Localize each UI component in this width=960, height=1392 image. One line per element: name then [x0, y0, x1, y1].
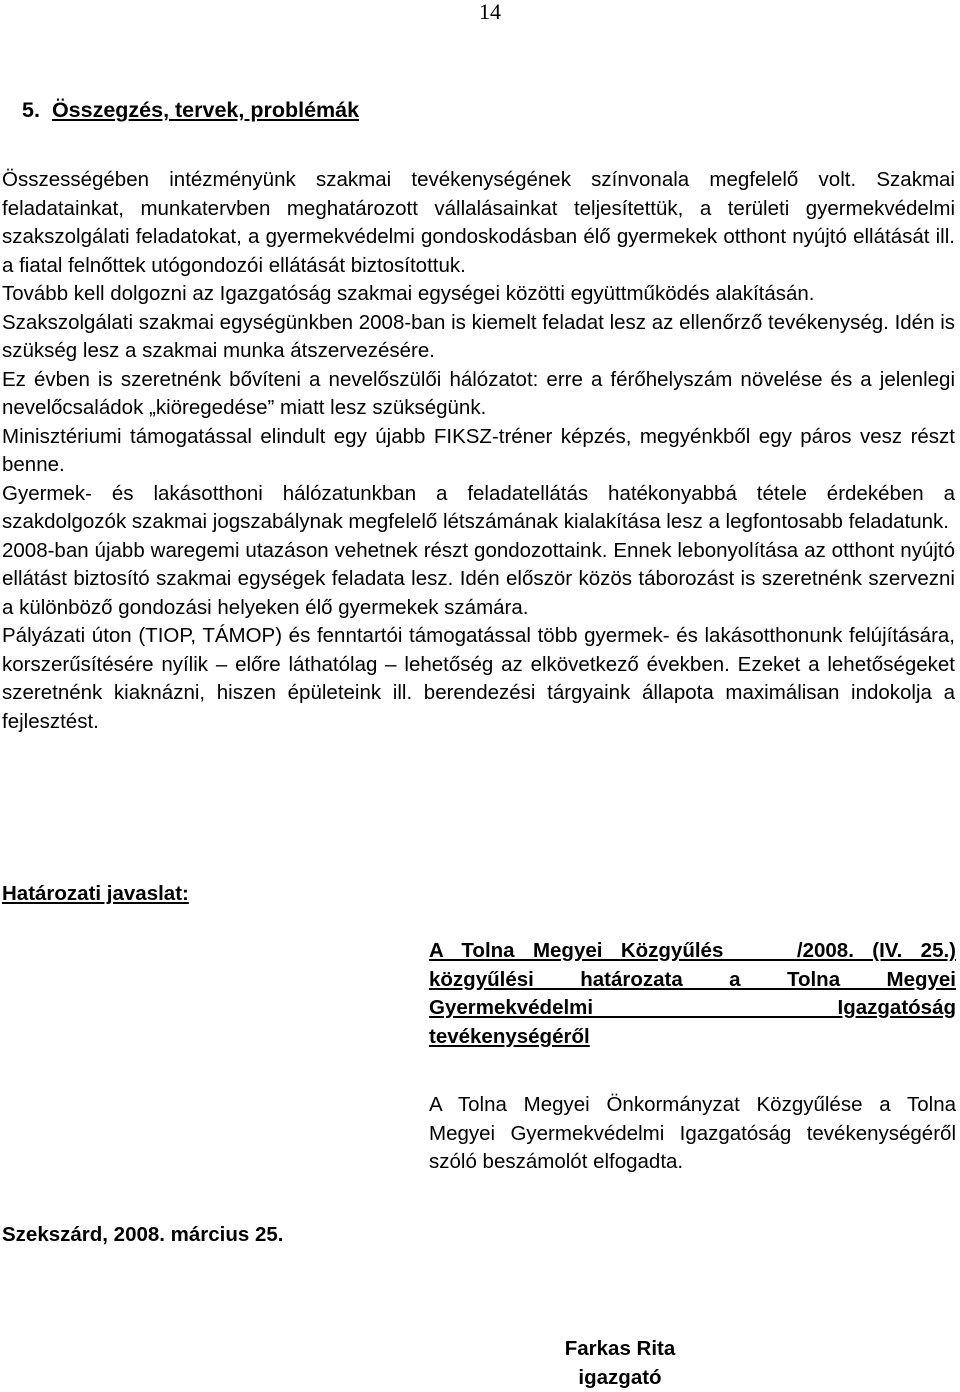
- resolution-title-line: közgyűlési határozata a Tolna Megyei: [429, 967, 956, 991]
- paragraph: Minisztériumi támogatással elindult egy újabb FIKSZ-tréner képzés, megyénkből egy páros vesz részt benne.: [2, 424, 955, 476]
- section-title: Összegzés, tervek, problémák: [51, 98, 360, 122]
- page-number: 14: [479, 0, 501, 24]
- place-date: Szekszárd, 2008. március 25.: [2, 1223, 284, 1246]
- resolution-text: A Tolna Megyei Önkormányzat Közgyűlése a Tolna Megyei Gyermekvédelmi Igazgatóság tevékenységéről szóló beszámolót elfogadta.: [429, 1093, 956, 1173]
- signature-block: [540, 1335, 700, 1392]
- resolution-block: [429, 937, 956, 1177]
- resolution-proposal-label: Határozati javaslat:: [2, 882, 189, 905]
- resolution-title-line: A Tolna Megyei Közgyűlés /2008. (IV. 25.): [429, 939, 956, 962]
- paragraph: Szakszolgálati szakmai egységünkben 2008-ban is kiemelt feladat lesz az ellenőrző tevékenység. Idén is szükség lesz a szakmai munka átszervezésére.: [2, 310, 955, 362]
- section-number: 5.: [22, 98, 40, 122]
- body-text: [2, 166, 955, 736]
- paragraph: 2008-ban újabb waregemi utazáson vehetnek részt gondozottaink. Ennek lebonyolítása az otthont nyújtó ellátást biztosító szakmai egységek feladata lesz. Idén először közös táborozást is szeretnénk szervezni a különböző gondozási helyeken élő gyermekek számára.: [2, 538, 955, 619]
- signatory-name: Farkas Rita: [564, 1337, 676, 1360]
- paragraph: Pályázati úton (TIOP, TÁMOP) és fenntartói támogatással több gyermek- és lakásotthonunk felújítására, korszerűsítésére nyílik – előre láthatólag – lehetőség az elkövetkező években. Ezeket a lehetőségeket szeretnénk kiaknázni, hiszen épületeink ill. berendezési tárgyaink állapota maximálisan indokolja a fejlesztést.: [2, 624, 955, 733]
- resolution-title: [429, 937, 956, 1051]
- paragraph: Tovább kell dolgozni az Igazgatóság szakmai egységei közötti együttműködés alakításán.: [2, 282, 815, 305]
- resolution-title-line: Gyermekvédelmi Igazgatóság: [429, 996, 956, 1019]
- section-heading: [22, 96, 359, 124]
- resolution-title-line: tevékenységéről: [429, 1024, 590, 1048]
- paragraph: Gyermek- és lakásotthoni hálózatunkban a feladatellátás hatékonyabbá tétele érdekében a szakdolgozók szakmai jogszabálynak megfelelő létszámának kialakítása lesz a legfontosabb feladatunk.: [2, 481, 955, 533]
- paragraph: Ez évben is szeretnénk bővíteni a nevelőszülői hálózatot: erre a férőhelyszám növelése és a jelenlegi nevelőcsaládok „kiöregedése” miatt lesz szükségünk.: [2, 367, 955, 419]
- paragraph: Összességében intézményünk szakmai tevékenységének színvonala megfelelő volt. Szakmai feladatainkat, munkatervben meghatározott vállalásainkat teljesítettük, a területi gyermekvédelmi szakszolgálati feladatokat, a gyermekvédelmi gondoskodásban élő gyermekek otthont nyújtó ellátását ill. a fiatal felnőttek utógondozói ellátását biztosítottuk.: [2, 168, 955, 277]
- signatory-title: igazgató: [578, 1365, 662, 1389]
